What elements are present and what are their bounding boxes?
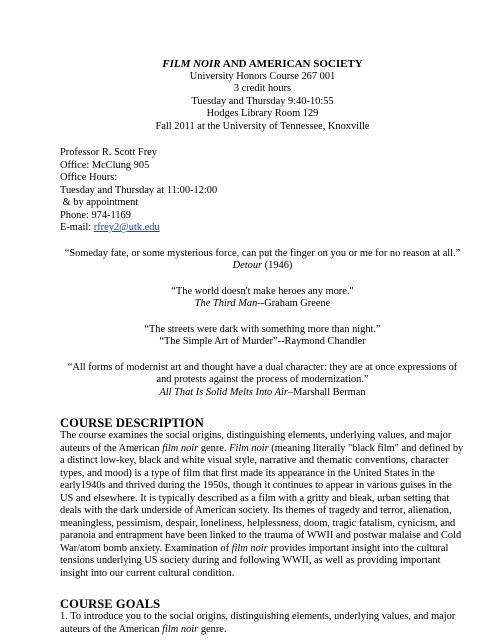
description-line: tensions underlying US society during and following WWII, as well as providing important	[60, 555, 441, 566]
description-italic: film noir	[231, 542, 268, 554]
goal-fragment: auteurs of the American	[60, 623, 163, 635]
quote-detour	[60, 248, 465, 273]
description-fragment: War/atom bomb anxiety. Examination of	[60, 542, 232, 554]
description-line	[60, 443, 465, 456]
description-fragment: provides important insight into the cultural	[267, 542, 449, 554]
course-schedule: Tuesday and Thursday 9:40-10:55	[191, 95, 334, 107]
quote-chandler	[60, 324, 465, 349]
quote-source-author: --Graham Greene	[257, 298, 331, 309]
quote-source-author: –Marshall Berman	[287, 386, 366, 398]
goal-line	[60, 624, 465, 637]
description-fragment: (meaning literally "black film" and defined by	[268, 442, 464, 454]
professor-name: Professor R. Scott Frey	[60, 147, 157, 158]
quote-source-year: (1946)	[262, 260, 293, 271]
quote-source	[60, 298, 465, 311]
description-fragment: auteurs of the American	[60, 442, 163, 454]
quote-berman	[60, 362, 465, 400]
course-credits: 3 credit hours	[233, 83, 292, 94]
course-term: Fall 2011 at the University of Tennessee, Knoxville	[155, 120, 370, 132]
course-goals-text	[60, 611, 465, 636]
quote-text-line-1: “All forms of modernist art and thought have a dual character: they are at once expressions of	[67, 361, 458, 373]
professor-office: Office: McClung 905	[60, 159, 150, 171]
quote-source-title: All That Is Solid Melts Into Air	[159, 386, 288, 398]
description-line: US and elsewhere. It is typically described as a film with a gritty and bleak, urban setting that	[60, 492, 450, 504]
description-italic: film noir	[162, 442, 199, 454]
quote-source-title: The Third Man	[194, 298, 258, 309]
email-link[interactable]: rfrey2@utk.edu	[93, 222, 160, 233]
description-line: types, and mood) is a type of film that first made its appearance in the United States in the	[60, 467, 435, 479]
description-line: deals with the dark underside of American society. Its themes of tragedy and terror, alienation,	[60, 505, 452, 516]
quote-source-title: Detour	[232, 260, 263, 271]
description-italic: Film noir	[229, 442, 269, 454]
course-description-text	[60, 430, 465, 580]
description-line: a distinct low-key, black and white visual style, narrative and thematic conventions, character	[60, 455, 449, 466]
goal-italic: film noir	[162, 623, 199, 635]
email-label: E-mail:	[60, 222, 94, 233]
quote-text: “Someday fate, or some mysterious force, can put the finger on you or me for no reason at all.”	[64, 247, 461, 259]
quote-third-man	[60, 286, 465, 311]
quote-source	[60, 387, 465, 400]
professor-info	[60, 147, 465, 235]
professor-email-row	[60, 222, 465, 235]
professor-phone: Phone: 974-1169	[60, 209, 131, 221]
quote-text-line-2: and protests against the process of modernization.”	[156, 374, 369, 385]
goal-line: 1. To introduce you to the social origins, distinguishing elements, underlying values, and major	[60, 611, 456, 622]
quote-text: “The world doesn't make heroes any more."	[171, 285, 354, 297]
quote-source	[60, 260, 465, 273]
description-fragment: genre.	[198, 442, 230, 454]
course-title	[60, 58, 465, 71]
office-hours-label: Office Hours:	[60, 172, 118, 183]
quote-text: “The streets were dark with something more than night.”	[144, 323, 381, 335]
course-goals-heading: COURSE GOALS	[60, 597, 161, 611]
course-description-heading: COURSE DESCRIPTION	[60, 416, 204, 430]
course-room: Hodges Library Room 129	[206, 108, 319, 119]
description-line: paranoia and entrapment have been linked to the trauma of WWII and postwar malaise and Cold	[60, 530, 462, 541]
course-number: University Honors Course 267 001	[189, 70, 336, 82]
course-title-italic: FILM NOIR	[162, 58, 221, 70]
course-header	[60, 58, 465, 133]
description-line: The course examines the social origins, distinguishing elements, underlying values, and major	[60, 430, 452, 441]
course-title-rest: AND AMERICAN SOCIETY	[220, 58, 363, 70]
quote-source: “The Simple Art of Murder”--Raymond Chandler	[159, 336, 366, 347]
syllabus-page	[60, 58, 465, 636]
description-line: insight into our current cultural condition.	[60, 567, 235, 579]
description-line: meaningless, pessimism, despair, loneliness, helplessness, doom, tragic fatalism, cynicism, and	[60, 517, 456, 529]
goal-fragment: genre.	[198, 623, 227, 635]
description-line	[60, 543, 465, 556]
office-hours-appointment: & by appointment	[60, 197, 139, 208]
office-hours-regular: Tuesday and Thursday at 11:00-12:00	[60, 184, 218, 196]
description-line: early1940s and thrived during the 1950s, though it continues to appear in various guises in the	[60, 480, 452, 491]
